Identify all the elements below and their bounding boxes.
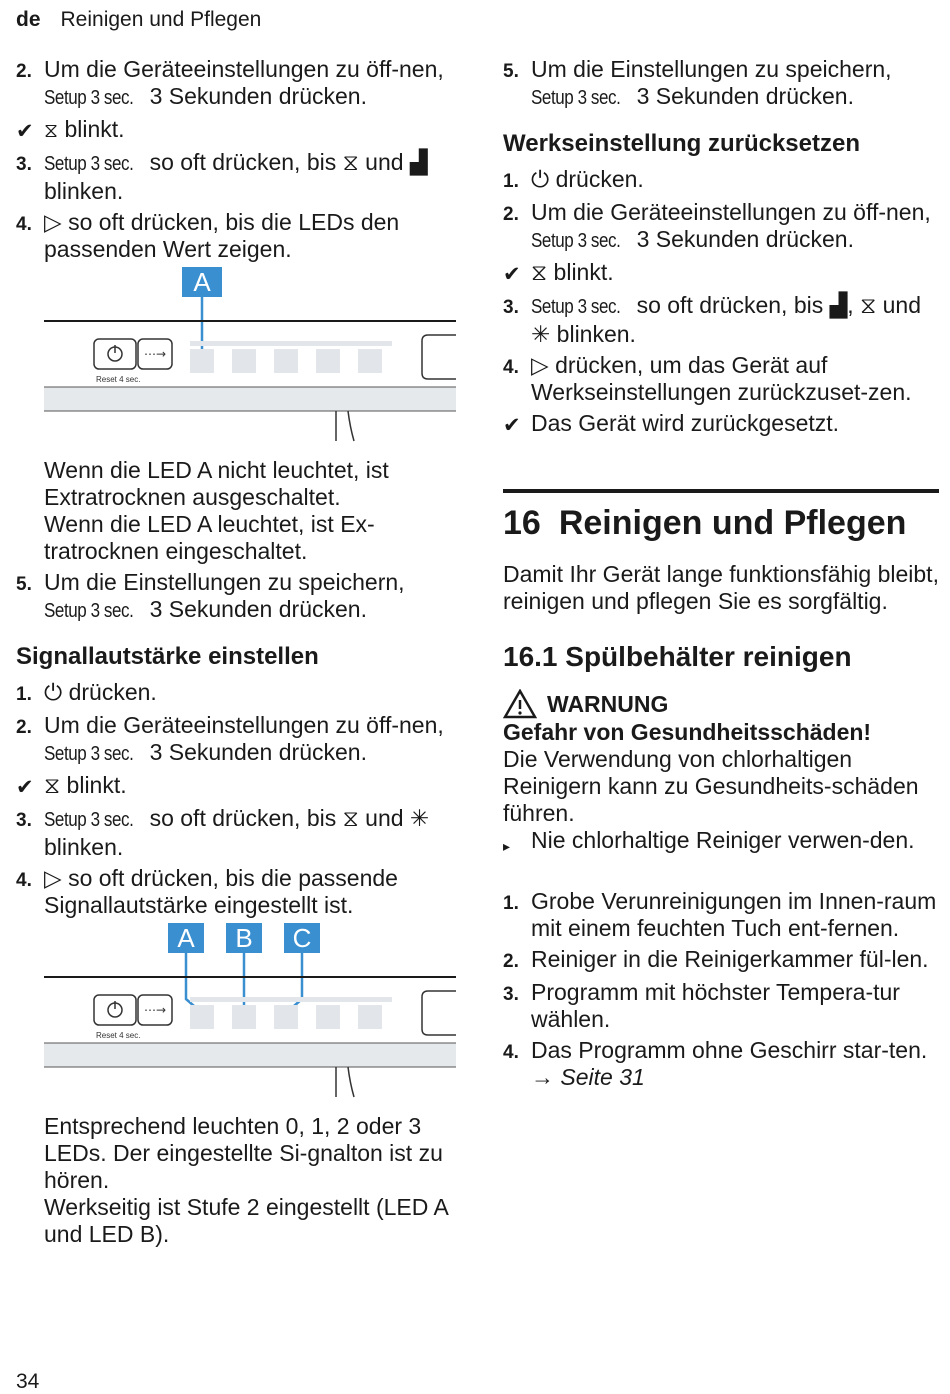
reset-step-1: 1. ⏻ drücken.	[503, 166, 644, 192]
setup-button-label: Setup 3 sec.	[44, 153, 134, 175]
paragraph-led-off: Wenn die LED A nicht leuchtet, ist Extratrocknen ausgeschaltet.	[44, 457, 389, 510]
section-title: 16.1 Spülbehälter reinigen	[503, 641, 852, 672]
warning-label: WARNUNG	[503, 689, 939, 719]
sig-step-3: 3. Setup 3 sec. so oft drücken, bis ⧖ und ✳ blinken.	[16, 805, 430, 860]
sig-result: ✔ ⧖ blinkt.	[16, 772, 127, 799]
heading-factory-reset: Werkseinstellung zurücksetzen	[503, 130, 860, 157]
svg-text:B: B	[235, 923, 253, 953]
result-blinks: ✔ ⧖ blinkt.	[16, 116, 125, 143]
language-code: de	[16, 8, 41, 31]
sig-step-4: 4. ▷ so oft drücken, bis die passende Signallautstärke eingestellt ist.	[16, 865, 398, 918]
setup-button-label: Setup 3 sec.	[44, 743, 134, 765]
reset-step-2: 2. Um die Geräteeinstellungen zu öff-nen, Setup 3 sec. 3 Sekunden drücken.	[503, 199, 939, 255]
heading-signal-volume: Signallautstärke einstellen	[16, 643, 319, 670]
chapter-intro: Damit Ihr Gerät lange funktionsfähig bleibt, reinigen und pflegen Sie es sorgfältig.	[503, 561, 939, 614]
sig-step-2: 2. Um die Geräteeinstellungen zu öff-nen, Setup 3 sec. 3 Sekunden drücken.	[16, 712, 456, 768]
clean-step-1: 1. Grobe Verunreinigungen im Innen-raum mit einem feuchten Tuch ent-fernen.	[503, 888, 937, 941]
reset-result-1: ✔ ⧖ blinkt.	[503, 259, 614, 286]
sig-step-1: 1. ⏻ drücken.	[16, 679, 157, 705]
setup-button-label: Setup 3 sec.	[44, 600, 134, 622]
svg-text:⋯→: ⋯→	[143, 1003, 167, 1017]
svg-text:A: A	[177, 923, 195, 953]
warning-bullet: ▸ Nie chlorhaltige Reiniger verwen-den.	[503, 827, 915, 854]
page-reference-link[interactable]: Seite 31	[560, 1064, 645, 1090]
warning-triangle-icon	[503, 689, 537, 719]
step-5: 5. Um die Einstellungen zu speichern, Setup 3 sec. 3 Sekunden drücken.	[16, 569, 456, 625]
setup-button-label: Setup 3 sec.	[44, 809, 134, 831]
warning-text: Die Verwendung von chlorhaltigen Reinigern kann zu Gesundheits-schäden führen.	[503, 746, 919, 826]
control-panel-illustration-1	[16, 267, 456, 457]
svg-text:C: C	[292, 923, 312, 953]
step-5-right: 5. Um die Einstellungen zu speichern, Setup 3 sec. 3 Sekunden drücken.	[503, 56, 939, 112]
setup-button-label: Setup 3 sec.	[531, 296, 621, 318]
svg-text:Reset 4 sec.: Reset 4 sec.	[96, 1031, 141, 1040]
setup-button-label: Setup 3 sec.	[531, 230, 621, 252]
page-header	[16, 8, 261, 32]
control-panel-illustration-2	[16, 923, 456, 1113]
paragraph-default: Werkseitig ist Stufe 2 eingestellt (LED A und LED B).	[44, 1194, 448, 1247]
clean-step-2: 2. Reiniger in die Reinigerkammer fül-len.	[503, 946, 929, 972]
label-a: A	[193, 267, 211, 297]
reset-step-3: 3. Setup 3 sec. so oft drücken, bis ▟, ⧖ und ✳ blinken.	[503, 292, 921, 347]
reset-result-2: ✔ Das Gerät wird zurückgesetzt.	[503, 410, 840, 437]
setup-button-label: Setup 3 sec.	[44, 87, 134, 109]
svg-text:⋯→: ⋯→	[143, 347, 167, 361]
step-4: 4. ▷ so oft drücken, bis die LEDs den passenden Wert zeigen.	[16, 209, 400, 262]
paragraph-led-on: Wenn die LED A leuchtet, ist Ex-tratrocknen eingeschaltet.	[44, 511, 375, 564]
page-number: 34	[16, 1370, 40, 1393]
reset-step-4: 4. ▷ drücken, um das Gerät auf Werkseinstellungen zurückzuset-zen.	[503, 352, 912, 405]
svg-text:Reset 4 sec.: Reset 4 sec.	[96, 375, 141, 384]
left-column	[16, 56, 456, 1248]
clean-step-3: 3. Programm mit höchster Tempera-tur wählen.	[503, 979, 900, 1032]
header-title: Reinigen und Pflegen	[60, 8, 262, 31]
warning-title: Gefahr von Gesundheitsschäden!	[503, 719, 872, 745]
paragraph-leds: Entsprechend leuchten 0, 1, 2 oder 3 LEDs. Der eingestellte Si-gnalton ist zu hören.	[44, 1113, 443, 1193]
right-column	[503, 56, 939, 1095]
step-3: 3. Setup 3 sec. so oft drücken, bis ⧖ und ▟ blinken.	[16, 149, 428, 204]
setup-button-label: Setup 3 sec.	[531, 87, 621, 109]
step-2: 2. Um die Geräteeinstellungen zu öff-nen, Setup 3 sec. 3 Sekunden drücken.	[16, 56, 456, 112]
clean-step-4: 4. Das Programm ohne Geschirr star-ten. → Seite 31	[503, 1037, 928, 1090]
program-symbol-icon: ⧖	[44, 118, 59, 142]
chapter-title: 16 Reinigen und Pflegen	[503, 489, 939, 543]
